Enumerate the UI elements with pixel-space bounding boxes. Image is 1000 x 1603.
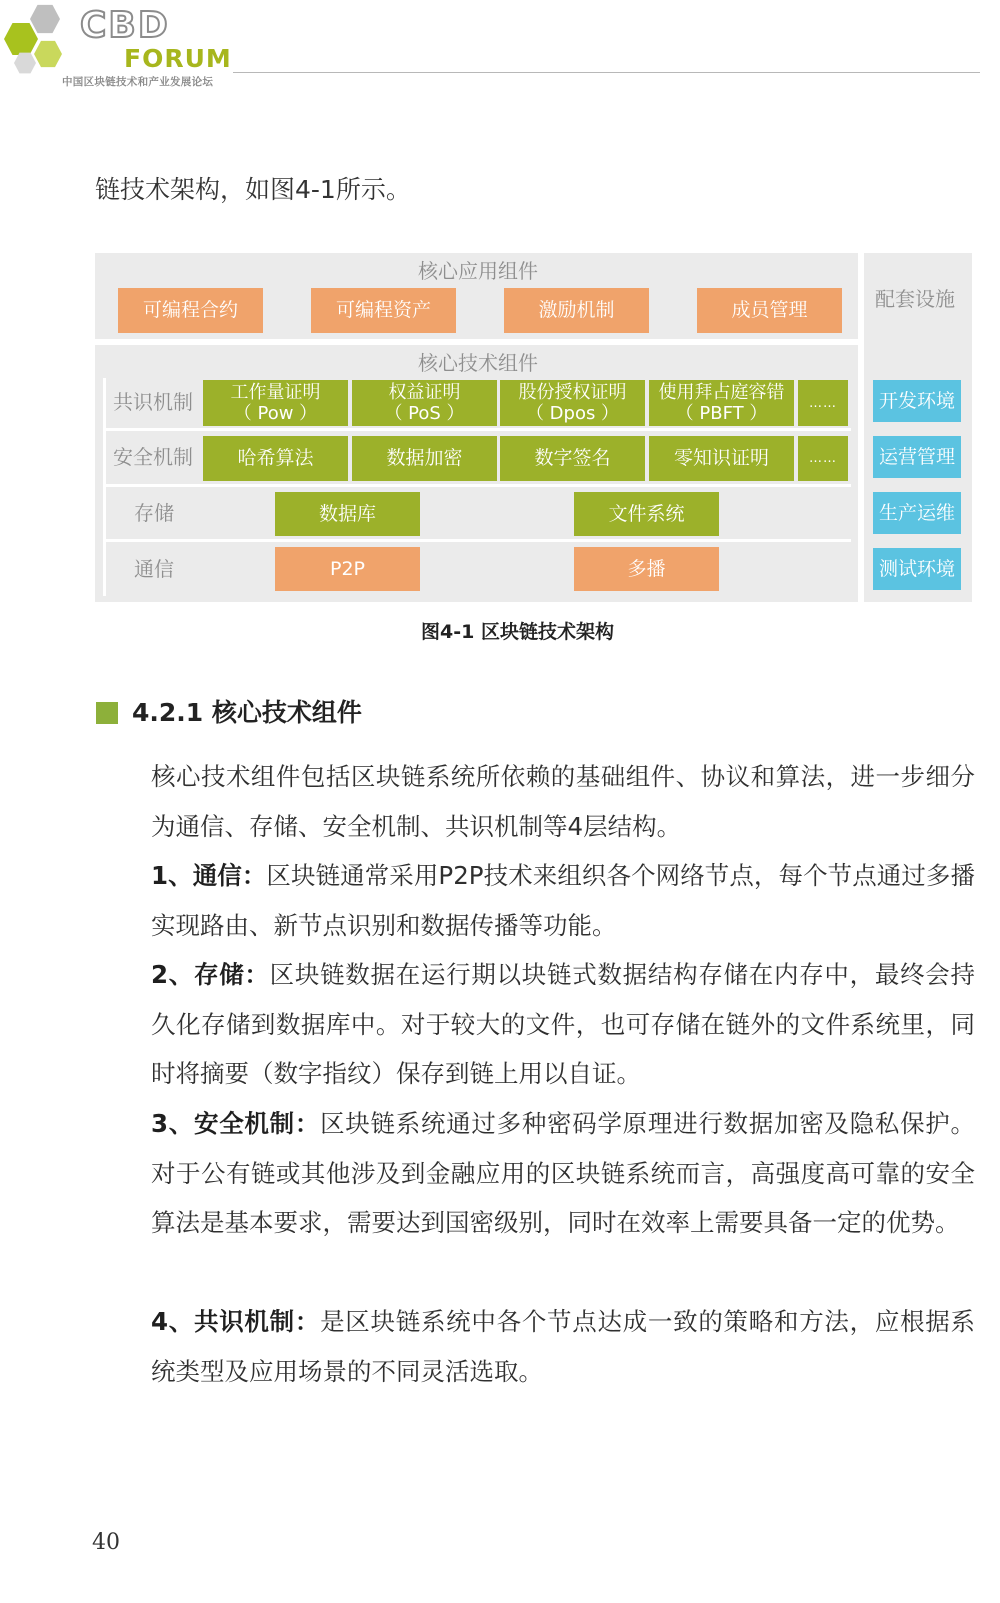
paragraph [95,752,975,851]
consensus-item-abbr: （ PoS ） [384,403,465,424]
page-number: 40 [92,1530,120,1555]
comm-item: P2P [275,547,420,591]
security-label: 安全机制 [113,445,193,469]
section-heading [132,696,362,730]
consensus-item [500,380,645,426]
paragraph-text: 区块链通常采用P2P技术来组织各个网络节点，每个节点通过多播实现路由、新节点识别和数据传播等功能。 [151,861,976,940]
core-tech-title: 核心技术组件 [418,351,538,375]
consensus-item-name: 工作量证明 [230,382,321,403]
storage-label: 存储 [134,501,174,525]
consensus-item [649,380,794,426]
security-item: 哈希算法 [203,436,348,481]
logo-hex-icon [14,52,36,74]
paragraph-text: 区块链数据在运行期以块链式数据结构存储在内存中，最终会持久化存储到数据库中。对于较大的文件，也可存储在链外的文件系统里，同时将摘要（数字指纹）保存到链上用以自证。 [151,960,976,1088]
paragraph-head: 1、通信： [151,861,267,890]
logo-subtitle: 中国区块链技术和产业发展论坛 [62,76,214,88]
consensus-item-name: 权益证明 [388,382,461,403]
consensus-label: 共识机制 [113,390,193,414]
paragraph [95,950,975,1099]
section-title: 核心技术组件 [211,698,362,727]
paragraph [95,1099,975,1248]
support-item: 生产运维 [873,492,961,534]
consensus-item-abbr: （ PBFT ） [675,403,768,424]
row-separator [103,539,851,542]
core-app-item: 激励机制 [504,288,649,333]
security-item: 零知识证明 [649,436,794,481]
logo-forum-text: FORUM [124,44,232,73]
consensus-more: …… [798,380,848,426]
row-separator [103,428,851,431]
security-item: 数据加密 [352,436,497,481]
figure-caption: 图4-1 区块链技术架构 [421,621,614,643]
core-app-item: 可编程资产 [311,288,456,333]
paragraph-text: 区块链系统通过多种密码学原理进行数据加密及隐私保护。对于公有链或其他涉及到金融应用的区块链系统而言，高强度高可靠的安全算法是基本要求，需要达到国密级别，同时在效率上需要具备一定的优势。 [151,1109,976,1237]
paragraph-text: 核心技术组件包括区块链系统所依赖的基础组件、协议和算法，进一步细分为通信、存储、安全机制、共识机制等4层结构。 [151,762,975,841]
logo-hex-icon [4,22,38,56]
core-app-item: 可编程合约 [118,288,263,333]
paragraph-head: 2、存储： [151,960,270,989]
header-divider [233,72,980,73]
core-app-title: 核心应用组件 [418,259,538,283]
core-app-item: 成员管理 [697,288,842,333]
support-title: 配套设施 [875,287,955,311]
paragraph-text: 是区块链系统中各个节点达成一致的策略和方法，应根据系统类型及应用场景的不同灵活选取。 [151,1307,976,1386]
comm-label: 通信 [134,557,174,581]
security-more: …… [798,436,848,481]
storage-item: 数据库 [275,492,420,536]
logo-hex-icon [34,40,62,68]
section-marker-icon [96,702,118,724]
comm-item: 多播 [574,547,719,591]
row-separator [103,378,106,596]
consensus-item [203,380,348,426]
consensus-item-name: 使用拜占庭容错 [658,382,785,403]
logo-hex-icon [30,4,60,34]
paragraph [95,1297,975,1396]
support-item: 测试环境 [873,548,961,590]
consensus-item-abbr: （ Dpos ） [525,403,620,424]
consensus-item-name: 股份授权证明 [518,382,627,403]
support-item: 开发环境 [873,380,961,422]
logo-main-text: CBD [80,5,170,46]
storage-item: 文件系统 [574,492,719,536]
intro-text: 链技术架构，如图4-1所示。 [95,175,411,204]
paragraph-head: 3、安全机制： [151,1109,321,1138]
consensus-item-abbr: （ Pow ） [233,403,318,424]
support-item: 运营管理 [873,436,961,478]
consensus-item [352,380,497,426]
paragraph [95,851,975,950]
paragraph-head: 4、共识机制： [151,1307,321,1336]
row-separator [103,484,851,487]
security-item: 数字签名 [500,436,645,481]
section-number: 4.2.1 [132,698,204,727]
